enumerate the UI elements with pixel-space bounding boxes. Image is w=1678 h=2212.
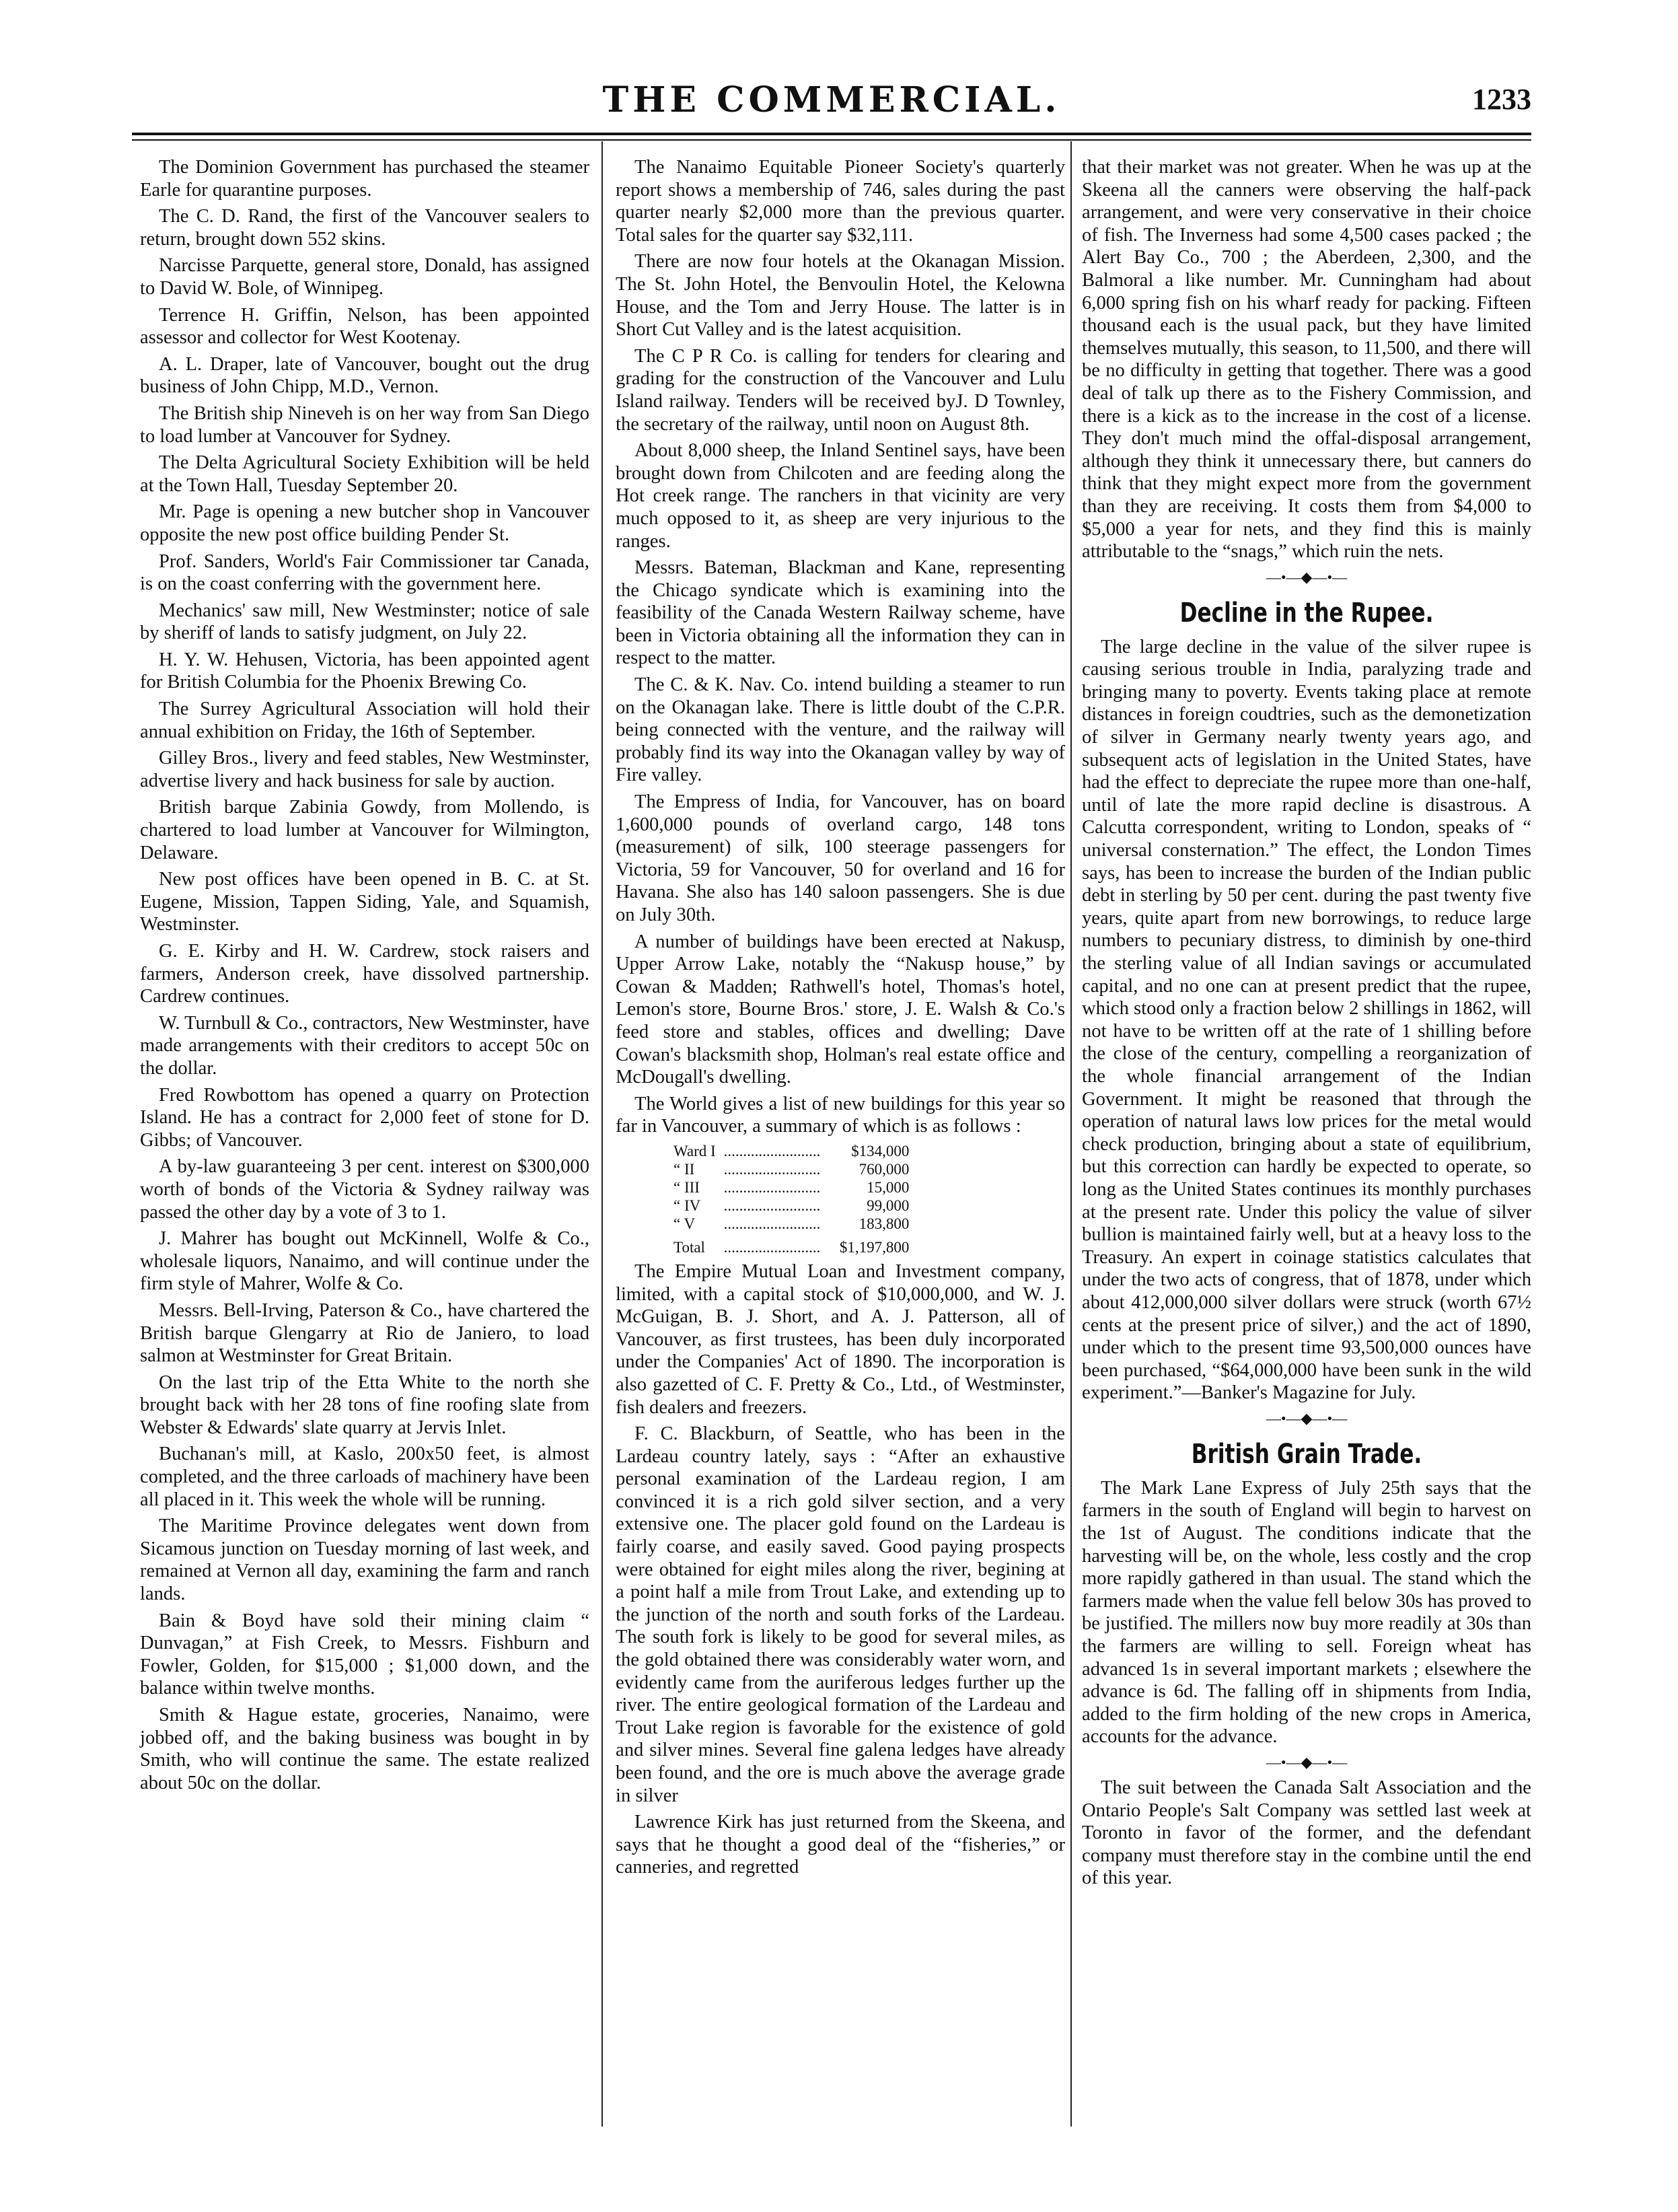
news-item: J. Mahrer has bought out McKinnell, Wolfe & Co., wholesale liquors, Nanaimo, and will continue under the firm style of Mahrer, Wolfe & Co. [140, 1228, 589, 1295]
news-item: F. C. Blackburn, of Seattle, who has been in the Lardeau country lately, says : “After an exhaustive personal examination of the Lardeau region, I am convinced it is a rich gold silver section, and a very extensive one. The placer gold found on the Lardeau is fairly coarse, and easily saved. Good paying prospects were obtained for eight miles along the river, begining at a point half a mile from Trout Lake, and extending up to the junction of the north and south forks of the Lardeau. The south fork is likely to be good for several miles, as the gold obtained there was considerably water worn, and evidently came from the auriferous ledges further up the river. The entire geological formation of the Lardeau and Trout Lake region is favorable for the existence of gold and silver mines. Several fine galena ledges have already been found, and the ore is much above the average grade in silver [616, 1423, 1065, 1806]
news-item: W. Turnbull & Co., contractors, New Westminster, have made arrangements with their creditors to accept 50c on the dollar. [140, 1012, 589, 1079]
news-item: The British ship Nineveh is on her way from San Diego to load lumber at Vancouver for Sydney. [140, 402, 589, 447]
news-item: Narcisse Parquette, general store, Donald, has assigned to David W. Bole, of Winnipeg. [140, 255, 589, 299]
header-rule [132, 133, 1531, 135]
table-row: “ II ......................... 760,000 [669, 1160, 913, 1178]
news-item: The Empress of India, for Vancouver, has on board 1,600,000 pounds of overland cargo, 148 tons (measurement) of silk, 100 steerage passengers for Victoria, 59 for Vancouver, 50 for overland and 16 for Havana. She also has 140 saloon passengers. She is due on July 30th. [616, 791, 1065, 925]
article-heading-rupee: Decline in the Rupee. [1179, 597, 1434, 629]
news-item: H. Y. W. Hehusen, Victoria, has been appointed agent for British Columbia for the Phoenix Brewing Co. [140, 649, 589, 693]
column-divider [1070, 141, 1072, 2127]
table-total-row: Total ......................... $1,197,800 [669, 1233, 913, 1256]
news-item: The C. & K. Nav. Co. intend building a steamer to run on the Okanagan lake. There is little doubt of the C.P.R. being connected with the venture, and the railway will probably find its way into the Okanagan valley by way of Fire valley. [616, 674, 1065, 786]
news-item: Gilley Bros., livery and feed stables, New Westminster, advertise livery and hack business for sale by auction. [140, 748, 589, 791]
column-1 [140, 156, 589, 1798]
news-item: A by-law guaranteeing 3 per cent. interest on $300,000 worth of bonds of the Victoria & Sydney railway was passed the other day by a vote of 3 to 1. [140, 1156, 589, 1223]
section-ornament: —•—◆—•— [1266, 1754, 1348, 1771]
column-divider [601, 141, 603, 2127]
ward-amount: 15,000 [867, 1178, 910, 1196]
column-2 [616, 156, 1065, 1883]
news-item: British barque Zabinia Gowdy, from Mollendo, is chartered to load lumber at Vancouver for Wilmington, Delaware. [140, 797, 589, 863]
table-row: “ V ......................... 183,800 [669, 1215, 913, 1233]
ward-label: “ V [673, 1215, 696, 1232]
news-item: A. L. Draper, late of Vancouver, bought out the drug business of John Chipp, M.D., Vernon. [140, 353, 589, 398]
news-item: Buchanan's mill, at Kaslo, 200x50 feet, is almost completed, and the three carloads of machinery have been all placed in it. This week the whole will be running. [140, 1443, 589, 1510]
news-item: The Empire Mutual Loan and Investment company, limited, with a capital stock of $10,000,000, and W. J. McGuigan, B. J. Short, and A. J. Patterson, all of Vancouver, as first trustees, has been duly incorporated under the Companies' Act of 1890. The incorporation is also gazetted of C. F. Pretty & Co., Ltd., of Westminster, fish dealers and freezers. [616, 1260, 1065, 1418]
news-item: G. E. Kirby and H. W. Cardrew, stock raisers and farmers, Anderson creek, have dissolved partnership. Cardrew continues. [140, 941, 589, 1007]
news-item: The suit between the Canada Salt Association and the Ontario People's Salt Company was settled last week at Toronto in favor of the former, and the defendant company must therefore stay in the combine until the end of this year. [1082, 1777, 1531, 1889]
news-item: Bain & Boyd have sold their mining claim “ Dunvagan,” at Fish Creek, to Messrs. Fishburn and Fowler, Golden, for $15,000 ; $1,000 down, and the balance within twelve months. [140, 1610, 589, 1699]
news-item: The C. D. Rand, the first of the Vancouver sealers to return, brought down 552 skins. [140, 206, 589, 250]
article-body-rupee: The large decline in the value of the silver rupee is causing serious trouble in India, paralyzing trade and bringing many to poverty. Events taking place at remote distances in foreign coudtries, such as the demonetization of silver in Germany nearly twenty years ago, and subsequent acts of legislation in the United States, have had the effect to depreciate the rupee more than one-half, until of late the more rapid decline is disastrous. A Calcutta correspondent, writing to London, speaks of “ universal consternation.” The effect, the London Times says, has been to increase the burden of the Indian public debt in sterling by 50 per cent. during the past twenty five years, quite apart from new borrowings, to reduce large numbers to pecuniary distress, to diminish by one-third the sterling value of all Indian savings or accumulated capital, and no one can at present predict that the rupee, which stood only a fraction below 2 shillings in 1862, will not have to be written off at the rate of 1 shilling before the close of the century, compelling a reorganization of the whole financial arrangement of the Indian Government. It might be reasoned that through the operation of natural laws low prices for the metal would check production, bringing about a state of equilibrium, but this correction can hardly be expected to operate, so long as the United States continues its monthly purchases at the present rate. Under this policy the value of silver bullion is maintained fairly well, but at a heavy loss to the Treasury. An expert in coinage statistics calculates that under the two acts of congress, that of 1878, under which about 412,000,000 silver dollars were struck (worth 67½ cents at the present price of silver,) and the act of 1890, under which to the present time 93,500,000 ounces have been purchased, “$64,000,000 have been sunk in the wild experiment.”—Banker's Magazine for July. [1082, 636, 1531, 1404]
ward-amount: 183,800 [859, 1215, 910, 1232]
news-item: Terrence H. Griffin, Nelson, has been appointed assessor and collector for West Kootenay. [140, 304, 589, 349]
table-row: Ward I ......................... $134,000 [669, 1142, 913, 1160]
total-amount: $1,197,800 [839, 1238, 910, 1256]
news-item: Messrs. Bateman, Blackman and Kane, representing the Chicago syndicate which is examining into the feasibility of the Canada Western Railway scheme, have been in Victoria obtaining all the information they can in respect to the matter. [616, 557, 1065, 669]
section-ornament: —•—◆—•— [1266, 568, 1348, 585]
news-item: About 8,000 sheep, the Inland Sentinel says, have been brought down from Chilcoten and are feeding along the Hot creek range. The ranchers in that vicinity are very much opposed to it, as sheep are very injurious to the ranges. [616, 440, 1065, 552]
news-item: Mechanics' saw mill, New Westminster; notice of sale by sheriff of lands to satisfy judgment, on July 22. [140, 600, 589, 644]
ward-amount: 99,000 [867, 1197, 910, 1214]
news-item: A number of buildings have been erected at Nakusp, Upper Arrow Lake, notably the “Nakusp house,” by Cowan & Madden; Rathwell's hotel, Thomas's hotel, Lemon's store, Bourne Bros.' store, J. E. Walsh & Co.'s feed store and stables, offices and dwelling; Dave Cowan's blacksmith shop, Holman's real estate office and McDougall's dwelling. [616, 931, 1065, 1088]
ward-label: “ II [673, 1160, 695, 1178]
news-item: The Maritime Province delegates went down from Sicamous junction on Tuesday morning of last week, and remained at Vernon all day, examining the farm and ranch lands. [140, 1515, 589, 1605]
news-item: The Nanaimo Equitable Pioneer Society's quarterly report shows a membership of 746, sales during the past quarter nearly $2,000 more than the previous quarter. Total sales for the quarter say $32,111. [616, 157, 1065, 246]
ward-label: Ward I [673, 1142, 716, 1159]
news-item: The Surrey Agricultural Association will hold their annual exhibition on Friday, the 16th of September. [140, 699, 589, 742]
section-ornament: —•—◆—•— [1266, 1409, 1348, 1427]
news-item: Prof. Sanders, World's Fair Commissioner tar Canada, is on the coast conferring with the government here. [140, 550, 589, 595]
header-rule-thin [132, 139, 1531, 141]
news-item: The C P R Co. is calling for tenders for clearing and grading for the construction of the Vancouver and Lulu Island railway. Tenders will be received byJ. D Townley, the secretary of the railway, until noon on August 8th. [616, 345, 1065, 435]
column-3 [1082, 156, 1531, 1894]
news-item: On the last trip of the Etta White to the north she brought back with her 28 tons of fine roofing slate from Webster & Edwards' slate quarry at Jervis Inlet. [140, 1371, 589, 1438]
table-row: “ III ......................... 15,000 [669, 1178, 913, 1197]
news-item: The Dominion Government has purchased the steamer Earle for quarantine purposes. [140, 157, 589, 201]
news-item: Messrs. Bell-Irving, Paterson & Co., have chartered the British barque Glengarry at Rio de Janiero, to load salmon at Westminster for Great Britain. [140, 1299, 589, 1367]
total-label: Total [673, 1238, 705, 1256]
ward-label: “ IV [673, 1197, 701, 1214]
table-row: “ IV ......................... 99,000 [669, 1197, 913, 1215]
page-number: 1233 [1472, 83, 1531, 116]
news-item: The World gives a list of new buildings for this year so far in Vancouver, a summary of which is as follows : [616, 1093, 1065, 1137]
news-item: New post offices have been opened in B. C. at St. Eugene, Mission, Tappen Siding, Yale, and Squamish, Westminster. [140, 869, 589, 935]
article-heading-grain: British Grain Trade. [1191, 1438, 1422, 1470]
news-item: Mr. Page is opening a new butcher shop in Vancouver opposite the new post office building Pender St. [140, 501, 589, 545]
ward-amount: 760,000 [859, 1160, 910, 1178]
building-summary-table [669, 1142, 913, 1256]
masthead-title: THE COMMERCIAL. [602, 79, 1061, 120]
page-header [132, 67, 1531, 131]
news-item: Smith & Hague estate, groceries, Nanaimo, were jobbed off, and the baking business was bought in by Smith, who will continue the same. The estate realized about 50c on the dollar. [140, 1705, 589, 1793]
news-item-continued: that their market was not greater. When he was up at the Skeena all the canners were observing the half-pack arrangement, and were very conservative in their choice of fish. The Inverness had some 4,500 cases packed ; the Alert Bay Co., 700 ; the Aberdeen, 2,300, and the Balmoral a like number. Mr. Cunningham had about 6,000 spring fish on his wharf ready for packing. Fifteen thousand each is the usual pack, but they have limited themselves mutually, this season, to 11,500, and there will be no difficulty in getting that together. There was a good deal of talk up there as to the Fishery Commission, and there is a kick as to the increase in the cost of a license. They don't much mind the offal-disposal arrangement, although they think it unnecessary there, but canners do think that they might expect more from the government than they are receiving. It costs them from $4,000 to $5,000 a year for nets, and they find this is mainly attributable to the “snags,” which ruin the nets. [1082, 157, 1531, 563]
ward-amount: $134,000 [851, 1142, 910, 1159]
news-item: There are now four hotels at the Okanagan Mission. The St. John Hotel, the Benvoulin Hotel, the Kelowna House, and the Tom and Jerry House. The latter is in Short Cut Valley and is the latest acquisition. [616, 251, 1065, 341]
news-item: Lawrence Kirk has just returned from the Skeena, and says that he thought a good deal of the “fisheries,” or canneries, and regretted [616, 1812, 1065, 1878]
article-body-grain: The Mark Lane Express of July 25th says that the farmers in the south of England will begin to harvest on the 1st of August. The conditions indicate that the harvesting will be, on the whole, less costly and the crop more rapidly gathered in than usual. The stand which the farmers made when the value fell below 30s has proved to be justified. The millers now buy more readily at 30s than the farmers are willing to sell. Foreign wheat has advanced 1s in several important markets ; elsewhere the advance is 6d. The falling off in shipments from India, added to the firm holding of the new crops in America, accounts for the advance. [1082, 1477, 1531, 1748]
ward-label: “ III [673, 1178, 700, 1196]
news-item: The Delta Agricultural Society Exhibition will be held at the Town Hall, Tuesday September 20. [140, 452, 589, 496]
news-item: Fred Rowbottom has opened a quarry on Protection Island. He has a contract for 2,000 feet of stone for D. Gibbs; of Vancouver. [140, 1084, 589, 1151]
